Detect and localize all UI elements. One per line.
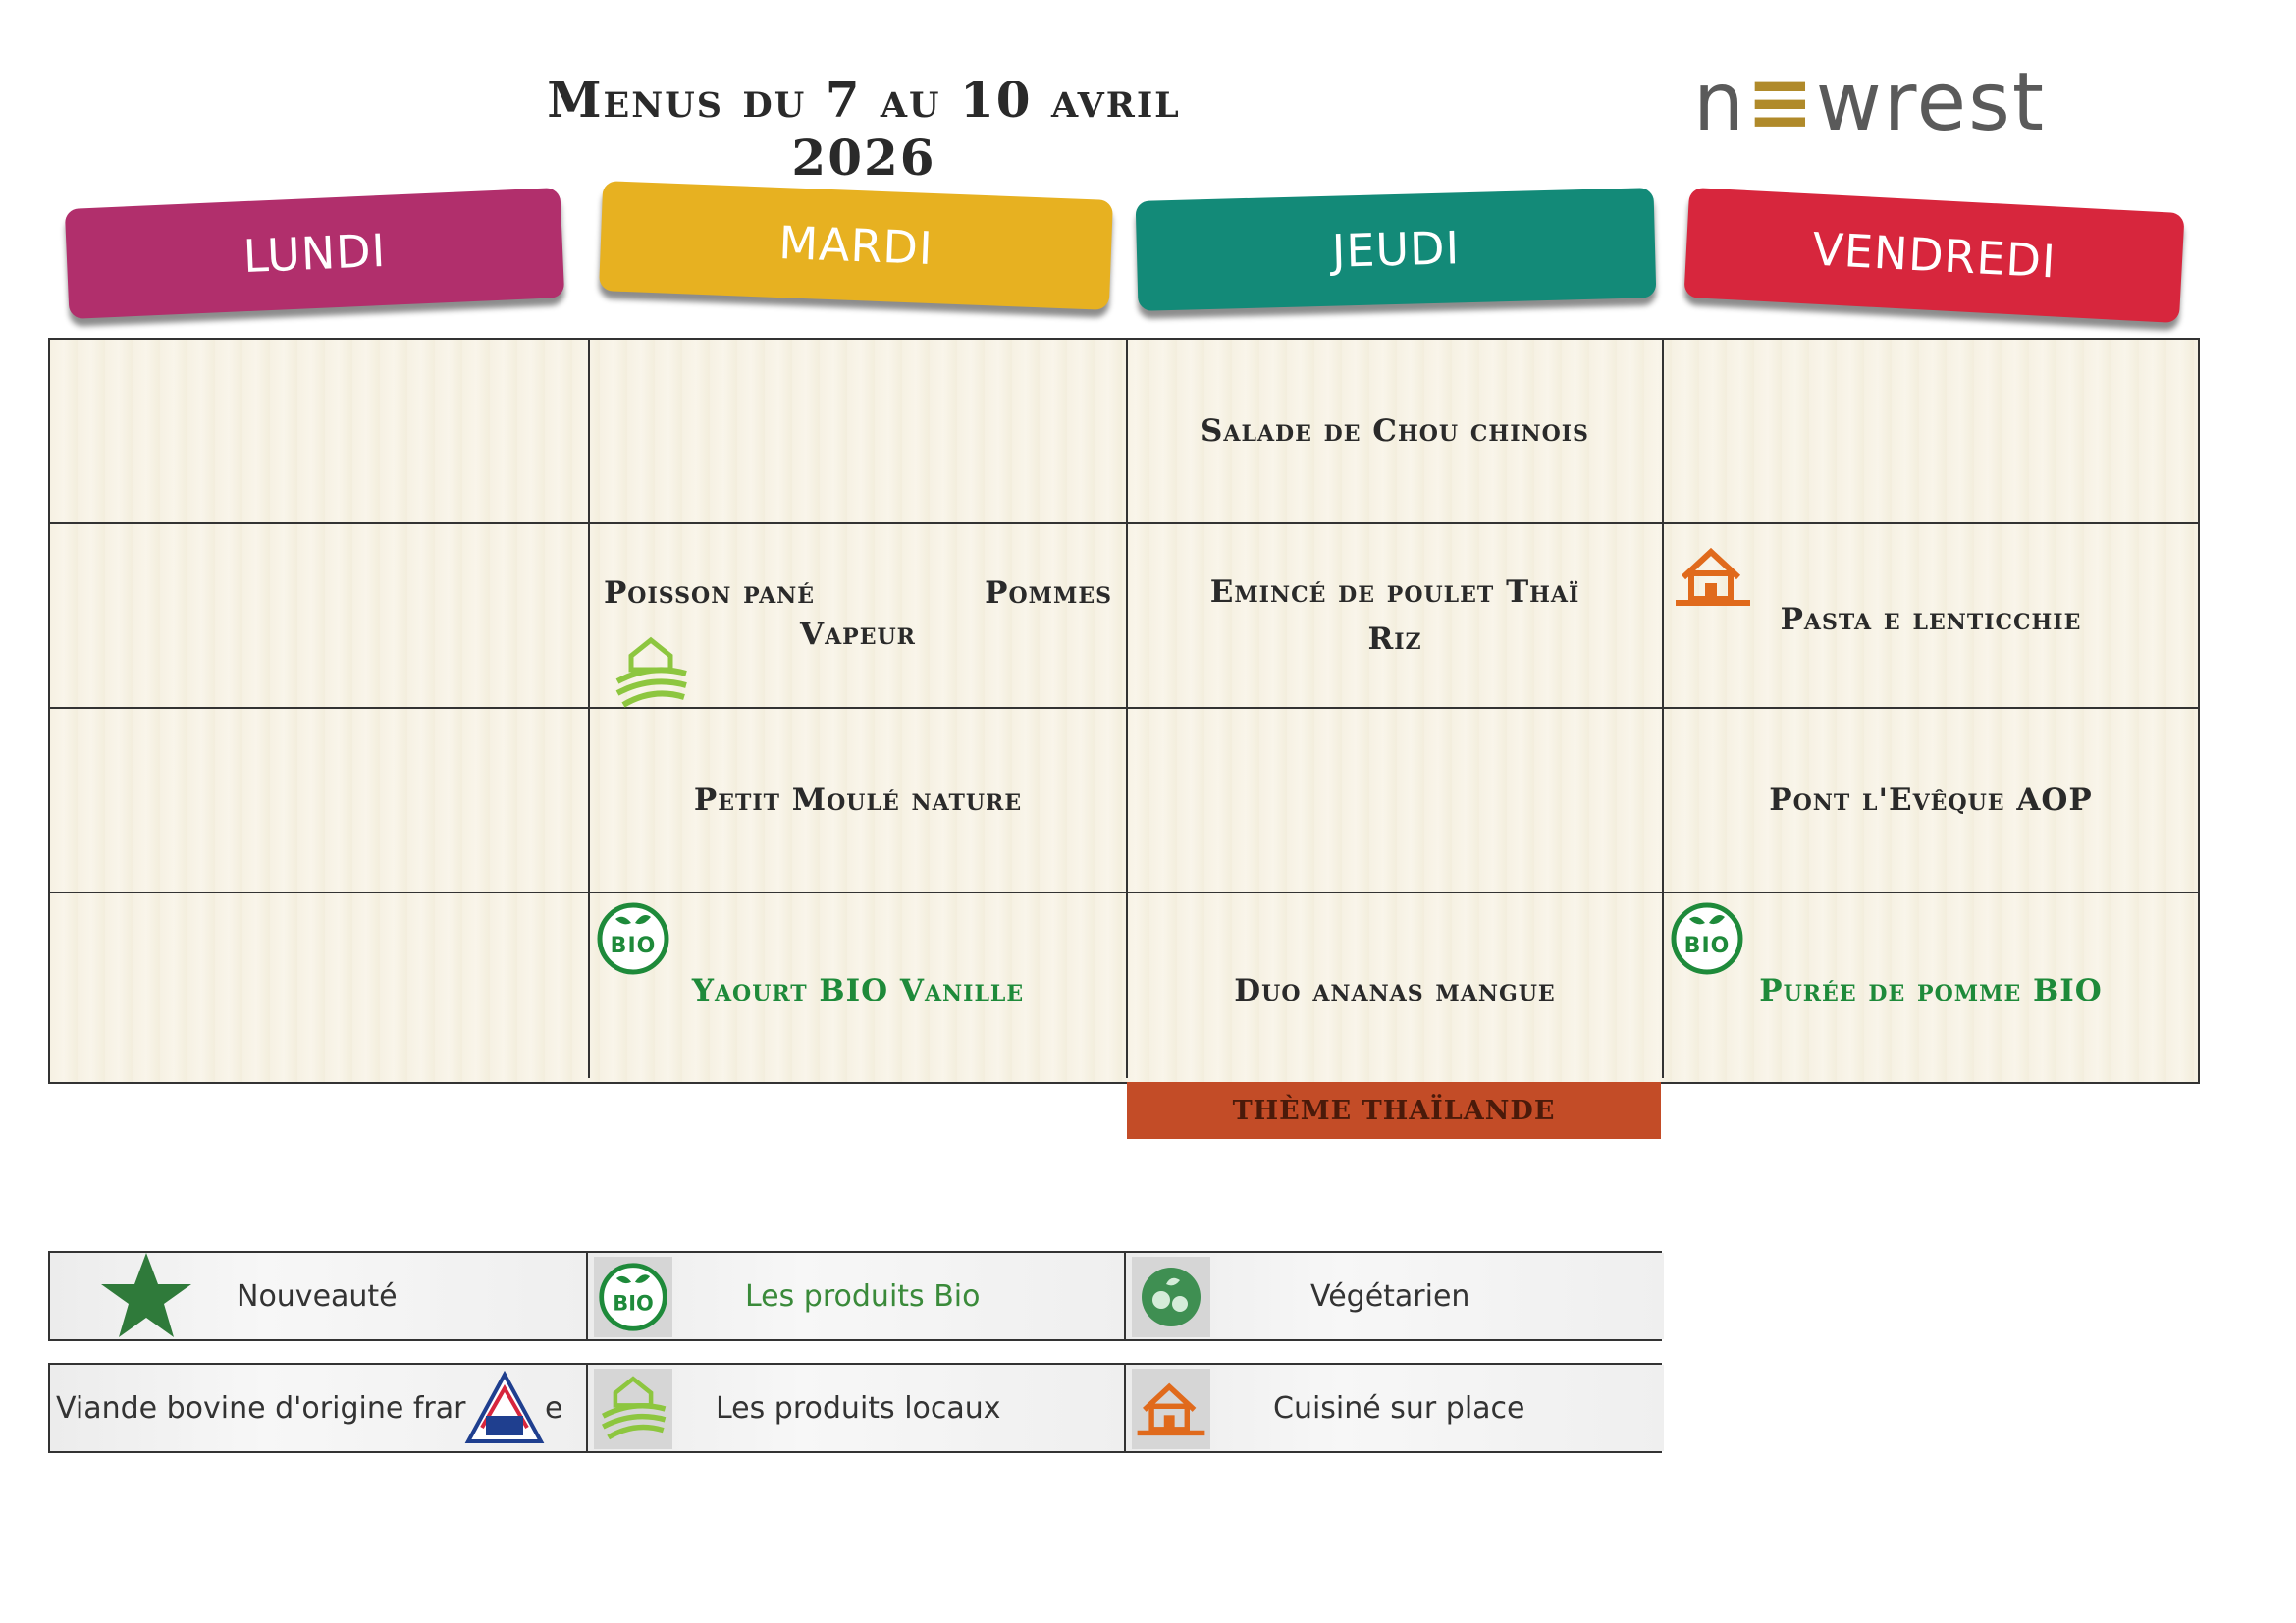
cell-vendredi-fromage [1664,709,2198,893]
menu-item: Pont l'Evêque AOP [1769,783,2093,818]
star-icon [97,1249,195,1343]
bio-icon [594,899,672,978]
french-beef-icon [462,1369,547,1449]
day-tab-mardi: MARDI [599,181,1113,310]
cell-vendredi-plat [1664,524,2198,709]
logo-part-3: wrest [1815,56,2047,149]
theme-banner: THÈME THAÏLANDE [1127,1082,1661,1139]
legend-label: Les produits Bio [745,1278,981,1314]
day-tab-lundi: LUNDI [65,188,564,319]
home-icon-box [1132,1369,1210,1449]
cell-jeudi-entree [1128,340,1664,524]
legend-cuisine [1126,1365,1664,1451]
menu-item: Riz [1367,622,1422,657]
cell-mardi-dessert [590,893,1128,1078]
home-cooked-icon [1134,1377,1208,1441]
cell-lundi-fromage [50,709,590,893]
day-tab-vendredi: VENDREDI [1683,188,2184,323]
local-icon-box [594,1369,672,1449]
legend-label: Nouveauté [237,1278,398,1314]
cell-mardi-fromage [590,709,1128,893]
newrest-logo [1693,56,2066,149]
local-products-icon [596,1372,670,1446]
legend-viande [50,1365,588,1451]
cell-vendredi-dessert [1664,893,2198,1078]
menu-item: Purée de pomme BIO [1759,973,2103,1008]
legend-label: Végétarien [1310,1278,1470,1314]
logo-part-2: ≡ [1745,56,1816,149]
cell-jeudi-plat [1128,524,1664,709]
menu-item: Duo ananas mangue [1234,973,1556,1008]
legend-locaux [588,1365,1126,1451]
bio-badge-label: BIO [1683,934,1731,958]
cell-lundi-dessert [50,893,590,1078]
menu-item: Poisson pané [604,575,816,611]
legend-label: Viande bovine d'origine frar [56,1390,466,1426]
logo-part-1: n [1693,56,1746,149]
bio-icon [596,1260,670,1334]
vegetarian-icon [1137,1263,1205,1331]
cell-vendredi-entree [1664,340,2198,524]
legend-label-tail: e [545,1390,563,1426]
legend-vegetarien [1126,1253,1664,1339]
cell-jeudi-dessert [1128,893,1664,1078]
bio-badge-label: BIO [610,934,657,958]
bio-badge-label: BIO [613,1291,654,1316]
day-tab-jeudi: JEUDI [1136,188,1657,311]
home-cooked-icon [1672,544,1754,609]
vegetarian-icon-box [1132,1257,1210,1337]
bio-icon [1668,899,1746,978]
cell-jeudi-fromage [1128,709,1664,893]
cell-lundi-entree [50,340,590,524]
menu-grid [48,338,2200,1084]
legend-bio [588,1253,1126,1339]
cell-mardi-plat [590,524,1128,709]
menu-item: Yaourt BIO Vanille [691,973,1025,1008]
local-products-icon [610,634,692,713]
legend-label: Les produits locaux [716,1390,1001,1426]
menu-item: Salade de Chou chinois [1201,413,1589,449]
legend-label: Cuisiné sur place [1273,1390,1525,1426]
menu-item: Petit Moulé nature [693,783,1023,818]
legend-row-1 [48,1251,1662,1341]
cell-lundi-plat [50,524,590,709]
bio-icon-box [594,1257,672,1337]
legend-nouveaute [50,1253,588,1339]
menu-item: Vapeur [800,617,916,652]
page-title: Menus du 7 au 10 avril 2026 [547,71,1181,187]
cell-mardi-entree [590,340,1128,524]
legend-row-2 [48,1363,1662,1453]
menu-item: Emincé de poulet Thaï [1209,574,1580,610]
menu-item: Pasta e lenticchie [1780,602,2082,637]
menu-item: Pommes [985,575,1112,611]
